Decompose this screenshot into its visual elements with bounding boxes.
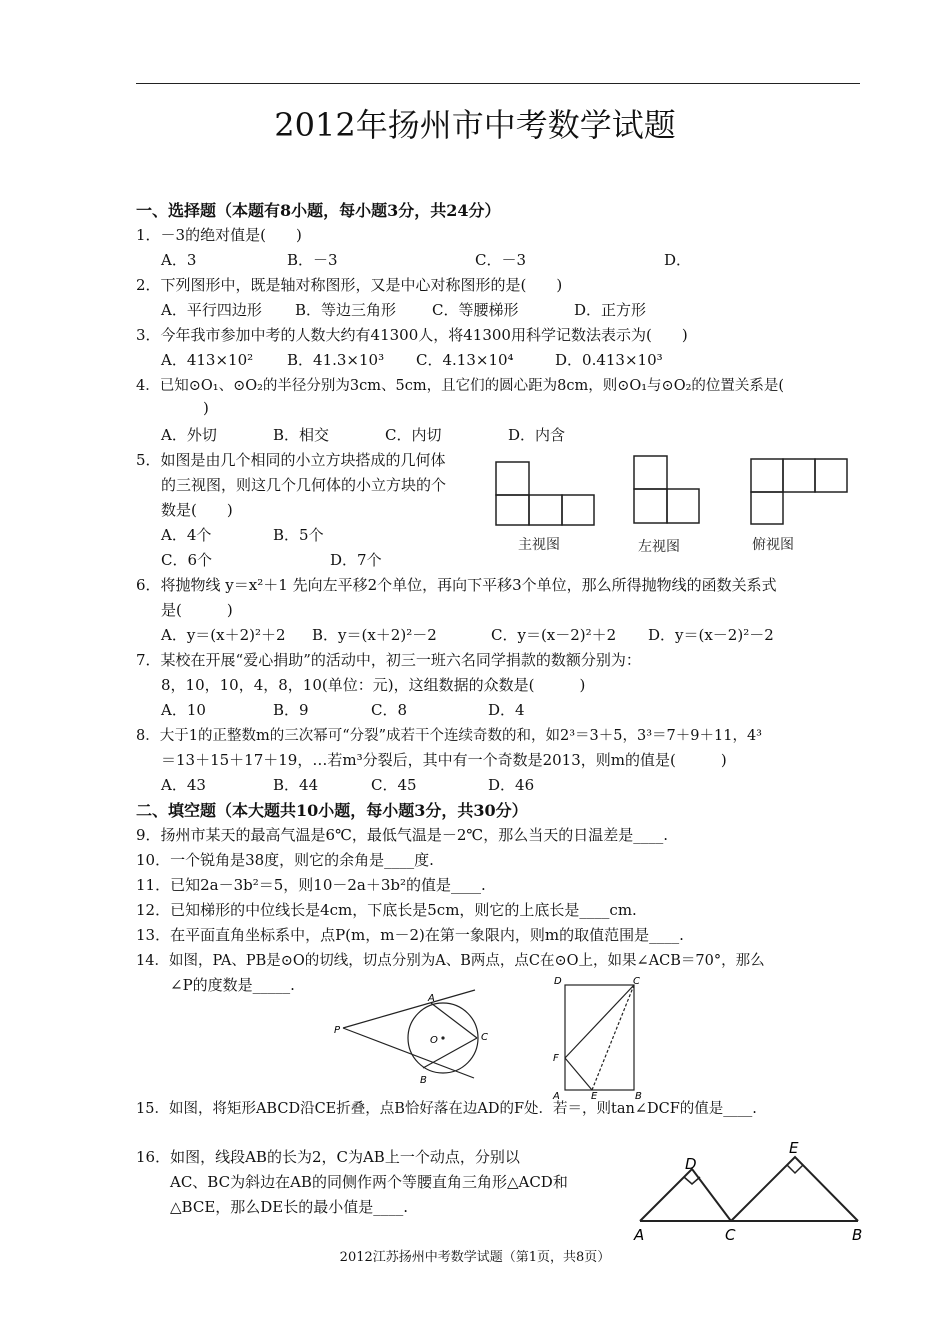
left-view-cube [634, 489, 667, 523]
q1-option-d: D． [664, 251, 692, 269]
q5-option-a: A．4个 [161, 526, 212, 544]
q7-line2: 8，10，10，4，8，10(单位：元)，这组数据的众数是( ) [161, 676, 586, 694]
label-a: A [634, 1226, 645, 1244]
tangent-pa [343, 990, 475, 1028]
q4-stem: 4．已知⊙O₁、⊙O₂的半径分别为3cm、5cm，且它们的圆心距为8cm，则⊙O₁与⊙O₂的位置关系是( [136, 378, 785, 394]
q3-option-c: C．4.13×10⁴ [416, 351, 514, 369]
triangle-bce [731, 1157, 858, 1221]
segment-cf [565, 985, 634, 1058]
q4-option-c: C．内切 [385, 426, 442, 444]
top-view-cube [815, 459, 847, 492]
q9: 9．扬州市某天的最高气温是6℃，最低气温是－2℃，那么当天的日温差是____. [136, 826, 668, 844]
q6-line1: 6．将抛物线 y＝x²＋1 先向左平移2个单位，再向下平移3个单位，那么所得抛物线的函数关系式 [136, 576, 777, 594]
label-e: E [789, 1139, 799, 1157]
page-title: 2012年扬州市中考数学试题 [274, 106, 676, 144]
front-view-cube [562, 495, 594, 525]
q7-option-c: C．8 [371, 701, 408, 719]
section-choice-heading: 一、选择题（本题有8小题，每小题3分，共24分） [136, 201, 501, 220]
label-p: P [334, 1025, 341, 1036]
q1-option-b: B．－3 [287, 251, 338, 269]
q2-option-b: B．等边三角形 [295, 301, 397, 319]
q1-option-a: A．3 [161, 251, 197, 269]
q3-stem: 3．今年我市参加中考的人数大约有41300人，将41300用科学记数法表示为( ) [136, 326, 688, 344]
front-view-cube [496, 495, 529, 525]
q8-line1: 8．大于1的正整数m的三次幂可“分裂”成若干个连续奇数的和，如2³＝3＋5，3³＝7＋9＋11，4³ [136, 728, 762, 744]
q16-line2: AC、BC为斜边在AB的同侧作两个等腰直角三角形△ACD和 [170, 1173, 568, 1191]
label-c: C [481, 1032, 488, 1043]
front-view-label: 主视图 [518, 537, 560, 553]
label-d: D [554, 976, 562, 987]
q2-stem: 2．下列图形中，既是轴对称图形，又是中心对称图形的是( ) [136, 276, 563, 294]
three-views-figure [490, 452, 860, 562]
q14-line2: ∠P的度数是_____. [170, 976, 295, 994]
q8-line2: ＝13＋15＋17＋19，…若m³分裂后，其中有一个奇数是2013，则m的值是( ) [161, 751, 727, 769]
q5-line2: 的三视图，则这几个几何体的小立方块的个 [161, 476, 447, 494]
right-angle-mark-e [787, 1165, 803, 1173]
page-footer: 2012江苏扬州中考数学试题（第1页，共8页） [339, 1250, 611, 1265]
q7-line1: 7．某校在开展“爱心捐助”的活动中，初三一班六名同学捐款的数额分别为： [136, 651, 641, 669]
q4-option-a: A．外切 [161, 426, 217, 444]
left-view-cube [634, 456, 667, 489]
section-fill-heading: 二、填空题（本大题共10小题，每小题3分，共30分） [136, 801, 528, 820]
q6-option-c: C．y＝(x－2)²＋2 [491, 626, 617, 644]
q16-line3: △BCE，那么DE长的最小值是____. [170, 1198, 409, 1216]
q2-option-a: A．平行四边形 [161, 301, 262, 319]
triangle-acd [640, 1169, 731, 1221]
label-o: O [430, 1035, 438, 1046]
q10: 10．一个锐角是38度，则它的余角是____度. [136, 851, 434, 869]
center-dot [441, 1036, 444, 1039]
front-view-cube [529, 495, 562, 525]
q14-line1: 14．如图，PA、PB是⊙O的切线，切点分别为A、B两点，点C在⊙O上，如果∠ACB＝70°，那么 [136, 953, 765, 969]
rectangle-abcd [565, 985, 634, 1090]
q1-stem: 1．－3的绝对值是( ) [136, 226, 302, 244]
left-view-cube [667, 489, 699, 523]
label-c: C [633, 976, 640, 987]
q3-option-a: A．413×10² [161, 351, 254, 369]
top-view-cube [751, 459, 783, 492]
q5-option-c: C．6个 [161, 551, 213, 569]
q8-option-c: C．45 [371, 776, 417, 794]
q6-option-a: A．y＝(x＋2)²＋2 [161, 626, 286, 644]
q5-option-b: B．5个 [273, 526, 324, 544]
label-f: F [553, 1053, 559, 1064]
label-b: B [420, 1075, 427, 1086]
isosceles-triangles-figure [630, 1136, 870, 1242]
q2-option-d: D．正方形 [574, 301, 647, 319]
q16-line1: 16．如图，线段AB的长为2，C为AB上一个动点，分别以 [136, 1148, 520, 1166]
label-c: C [725, 1226, 736, 1244]
q11: 11．已知2a－3b²＝5，则10－2a＋3b²的值是____. [136, 876, 486, 894]
q15: 15．如图，将矩形ABCD沿CE折叠，点B恰好落在边AD的F处．若＝，则tan∠DCF的值是____. [136, 1101, 757, 1117]
label-b: B [635, 1091, 642, 1102]
q4-option-b: B．相交 [273, 426, 330, 444]
top-view-label: 俯视图 [752, 537, 794, 553]
label-b: B [852, 1226, 863, 1244]
q5-line1: 5．如图是由几个相同的小立方块搭成的几何体 [136, 451, 446, 469]
chord-ac [431, 1003, 477, 1038]
q8-option-b: B．44 [273, 776, 319, 794]
q4-option-d: D．内含 [508, 426, 566, 444]
q12: 12．已知梯形的中位线长是4cm，下底长是5cm，则它的上底长是____cm. [136, 901, 637, 919]
q7-option-a: A．10 [161, 701, 206, 719]
q6-line2: 是( ) [161, 601, 233, 619]
q4-stem-close: ) [203, 399, 209, 417]
q1-option-c: C．－3 [475, 251, 527, 269]
q5-line3: 数是( ) [161, 501, 233, 519]
q7-option-d: D．4 [488, 701, 525, 719]
q6-option-b: B．y＝(x＋2)²－2 [312, 626, 437, 644]
q3-option-d: D．0.413×10³ [555, 351, 663, 369]
fold-line-ce [592, 985, 634, 1090]
q13: 13．在平面直角坐标系中，点P(m，m－2)在第一象限内，则m的取值范围是____. [136, 926, 684, 944]
q6-option-d: D．y＝(x－2)²－2 [648, 626, 774, 644]
label-a: A [428, 993, 435, 1004]
top-view-cube [751, 492, 783, 524]
segment-fe [565, 1058, 592, 1090]
q8-option-a: A．43 [161, 776, 206, 794]
left-view-label: 左视图 [638, 539, 680, 555]
q3-option-b: B．41.3×10³ [287, 351, 385, 369]
q2-option-c: C．等腰梯形 [432, 301, 519, 319]
top-view-cube [783, 459, 815, 492]
q5-option-d: D．7个 [330, 551, 382, 569]
q8-option-d: D．46 [488, 776, 535, 794]
label-a: A [553, 1091, 560, 1102]
front-view-cube [496, 462, 529, 495]
label-e: E [591, 1091, 598, 1102]
label-d: D [685, 1155, 697, 1173]
tangent-circle-figure [330, 990, 500, 1090]
q7-option-b: B．9 [273, 701, 309, 719]
top-rule [136, 83, 860, 84]
folded-rectangle-figure [550, 972, 650, 1102]
